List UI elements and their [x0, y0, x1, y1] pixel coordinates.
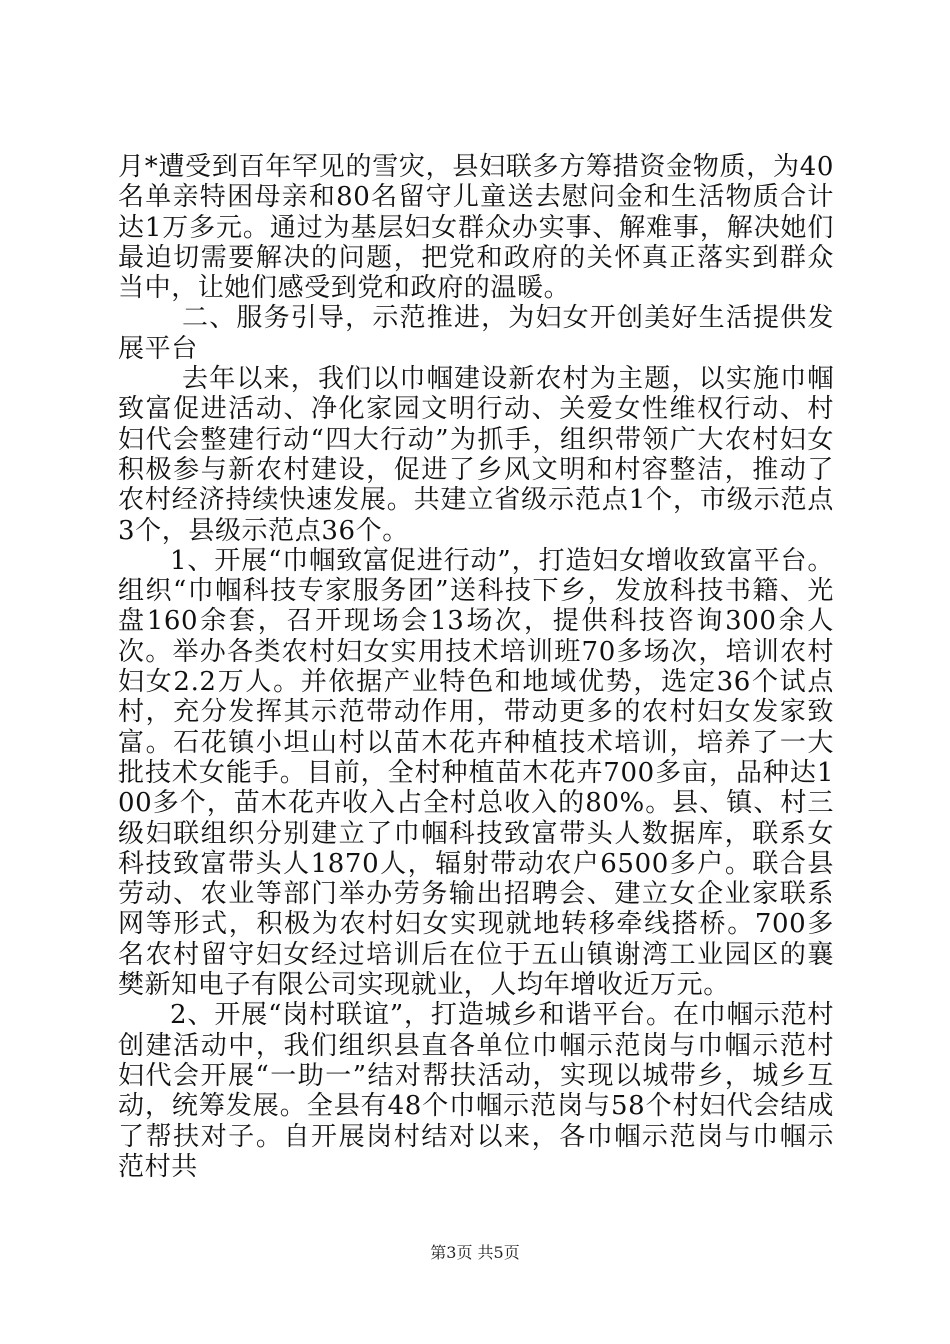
paragraph-continuation: 月*遭受到百年罕见的雪灾，县妇联多方筹措资金物质，为40名单亲特困母亲和80名留守儿童送去慰问金和生活物质合计达1万多元。通过为基层妇女群众办实事、解难事，解决她们最迫切需要解决的问题，把党和政府的关怀真正落实到群众当中，让她们感受到党和政府的温暖。	[118, 152, 834, 304]
paragraph-item-2: 2、开展“岗村联谊”，打造城乡和谐平台。在巾帼示范村创建活动中，我们组织县直各单位巾帼示范岗与巾帼示范村妇代会开展“一助一”结对帮扶活动，实现以城带乡，城乡互动，统筹发展。全县有48个巾帼示范岗与58个村妇代会结成了帮扶对子。自开展岗村结对以来，各巾帼示范岗与巾帼示范村共	[118, 1000, 834, 1182]
paragraph-intro: 去年以来，我们以巾帼建设新农村为主题，以实施巾帼致富促进活动、净化家园文明行动、关爱女性维权行动、村妇代会整建行动“四大行动”为抓手，组织带领广大农村妇女积极参与新农村建设，促进了乡风文明和村容整洁，推动了农村经济持续快速发展。共建立省级示范点1个，市级示范点3个，县级示范点36个。	[118, 364, 834, 546]
document-body	[118, 152, 834, 1182]
paragraph-item-1: 1、开展“巾帼致富促进行动”，打造妇女增收致富平台。组织“巾帼科技专家服务团”送科技下乡，发放科技书籍、光盘160余套，召开现场会13场次，提供科技咨询300余人次。举办各类农村妇女实用技术培训班70多场次，培训农村妇女2.2万人。并依据产业特色和地域优势，选定36个试点村，充分发挥其示范带动作用，带动更多的农村妇女发家致富。石花镇小坦山村以苗木花卉种植技术培训，培养了一大批技术女能手。目前，全村种植苗木花卉700多亩，品种达100多个，苗木花卉收入占全村总收入的80%。县、镇、村三级妇联组织分别建立了巾帼科技致富带头人数据库，联系女科技致富带头人1870人，辐射带动农户6500多户。联合县劳动、农业等部门举办劳务输出招聘会、建立女企业家联系网等形式，积极为农村妇女实现就地转移牵线搭桥。700多名农村留守妇女经过培训后在位于五山镇谢湾工业园区的襄樊新知电子有限公司实现就业，人均年增收近万元。	[118, 545, 834, 1001]
page-number-footer: 第3页 共5页	[430, 1243, 520, 1262]
section-heading: 二、服务引导，示范推进，为妇女开创美好生活提供发展平台	[118, 303, 834, 364]
